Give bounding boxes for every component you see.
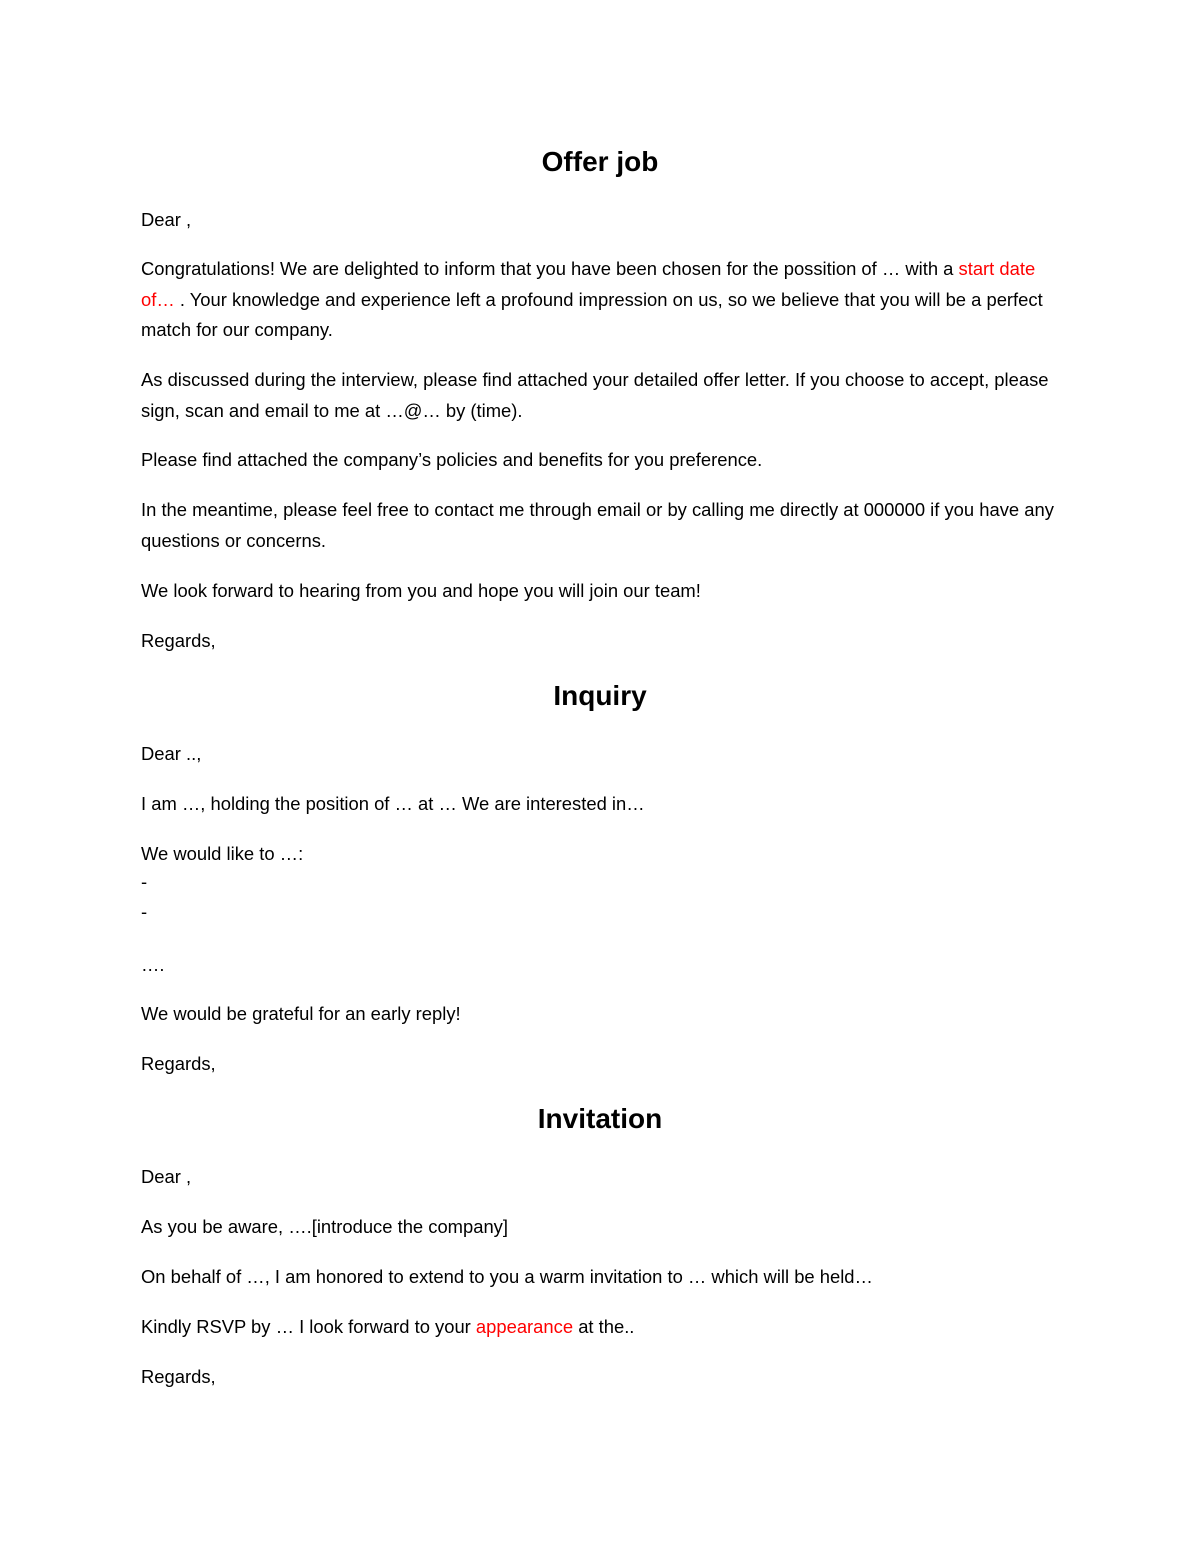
inquiry-heading: Inquiry xyxy=(553,680,647,711)
offer-paragraph-5: We look forward to hearing from you and hope you will join our team! xyxy=(141,580,701,601)
offer-p1-text-a: Congratulations! We are delighted to inform that you have been chosen for the possition of … with a xyxy=(141,258,959,279)
invitation-paragraph-1: As you be aware, ….[introduce the company] xyxy=(141,1216,508,1237)
invitation-paragraph-2: On behalf of …, I am honored to extend to you a warm invitation to … which will be held… xyxy=(141,1266,873,1287)
offer-paragraph-2: As discussed during the interview, please find attached your detailed offer letter. If you choose to accept, please sign, scan and email to me at …@… by (time). xyxy=(141,369,1049,421)
inquiry-paragraph-3: We would be grateful for an early reply! xyxy=(141,1003,461,1024)
invitation-closing: Regards, xyxy=(141,1366,216,1387)
invitation-heading: Invitation xyxy=(537,1103,663,1134)
inquiry-closing: Regards, xyxy=(141,1053,216,1074)
offer-greeting: Dear , xyxy=(141,209,192,230)
invitation-p3-text-a: Kindly RSVP by … I look forward to your xyxy=(141,1316,476,1337)
invitation-appearance-highlight: appearance xyxy=(475,1316,574,1337)
offer-paragraph-3: Please find attached the company’s policies and benefits for you preference. xyxy=(141,449,763,470)
inquiry-paragraph-1: I am …, holding the position of … at … We are interested in… xyxy=(141,793,645,814)
inquiry-bullet-2: - xyxy=(141,901,148,922)
inquiry-ellipsis: …. xyxy=(141,954,165,975)
offer-paragraph-4: In the meantime, please feel free to contact me through email or by calling me directly at 000000 if you have any questions or concerns. xyxy=(141,499,1054,551)
offer-closing: Regards, xyxy=(141,630,216,651)
invitation-greeting: Dear , xyxy=(141,1166,192,1187)
inquiry-paragraph-2: We would like to …: xyxy=(141,843,304,864)
offer-start-date-highlight: start date of… xyxy=(141,258,1036,310)
offer-job-heading: Offer job xyxy=(541,146,659,177)
invitation-paragraph-3 xyxy=(141,1312,1059,1343)
invitation-p3-text-b: at the.. xyxy=(573,1316,635,1337)
inquiry-bullet-1: - xyxy=(141,871,148,892)
offer-paragraph-1 xyxy=(141,254,1059,346)
inquiry-greeting: Dear .., xyxy=(141,743,202,764)
offer-p1-text-b: . Your knowledge and experience left a profound impression on us, so we believe that you will be a perfect match for our company. xyxy=(141,288,1043,340)
document-page xyxy=(141,0,1061,1553)
